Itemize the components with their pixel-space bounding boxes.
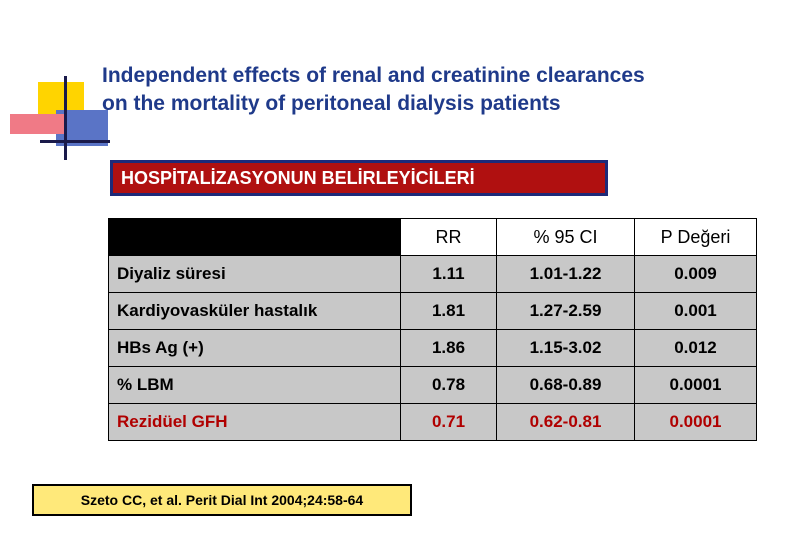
row-p: 0.0001 xyxy=(635,404,757,441)
logo-vertical-line xyxy=(64,76,67,160)
row-p: 0.001 xyxy=(635,293,757,330)
row-label: Diyaliz süresi xyxy=(109,256,401,293)
logo-horizontal-line xyxy=(40,140,110,143)
slide-title-line2: on the mortality of peritoneal dialysis patients xyxy=(102,92,561,115)
row-p: 0.0001 xyxy=(635,367,757,404)
row-label: Kardiyovasküler hastalık xyxy=(109,293,401,330)
row-ci: 1.15-3.02 xyxy=(497,330,635,367)
logo-red-bar xyxy=(10,114,66,134)
row-ci: 0.68-0.89 xyxy=(497,367,635,404)
table-row xyxy=(109,256,757,293)
row-ci: 0.62-0.81 xyxy=(497,404,635,441)
row-rr: 1.11 xyxy=(401,256,497,293)
row-rr: 0.78 xyxy=(401,367,497,404)
row-rr: 0.71 xyxy=(401,404,497,441)
row-ci: 1.27-2.59 xyxy=(497,293,635,330)
header-p: P Değeri xyxy=(635,219,757,256)
row-p: 0.009 xyxy=(635,256,757,293)
row-ci: 1.01-1.22 xyxy=(497,256,635,293)
header-blank xyxy=(109,219,401,256)
row-rr: 1.86 xyxy=(401,330,497,367)
row-rr: 1.81 xyxy=(401,293,497,330)
row-label: HBs Ag (+) xyxy=(109,330,401,367)
table-row xyxy=(109,293,757,330)
slide-title xyxy=(102,62,792,118)
table-row xyxy=(109,330,757,367)
row-label: Rezidüel GFH xyxy=(109,404,401,441)
row-p: 0.012 xyxy=(635,330,757,367)
header-ci: % 95 CI xyxy=(497,219,635,256)
header-rr: RR xyxy=(401,219,497,256)
results-table xyxy=(108,218,757,441)
table-header-row xyxy=(109,219,757,256)
section-banner: HOSPİTALİZASYONUN BELİRLEYİCİLERİ xyxy=(110,160,608,196)
row-label: % LBM xyxy=(109,367,401,404)
citation-box: Szeto CC, et al. Perit Dial Int 2004;24:58-64 xyxy=(32,484,412,516)
slide-title-line1: Independent effects of renal and creatinine clearances xyxy=(102,64,645,87)
table-row xyxy=(109,367,757,404)
table-row-highlighted xyxy=(109,404,757,441)
